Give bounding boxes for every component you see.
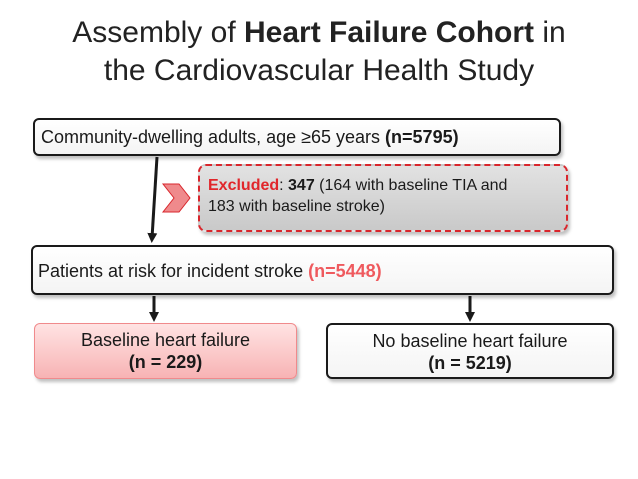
excluded-count: 347 bbox=[288, 177, 315, 194]
excluded-label: Excluded bbox=[208, 177, 280, 194]
at-risk-count: (n=5448) bbox=[308, 261, 382, 281]
no-baseline-hf-count: (n = 5219) bbox=[428, 353, 512, 373]
baseline-hf-count: (n = 229) bbox=[128, 352, 203, 372]
baseline-hf-label: Baseline heart failure bbox=[80, 330, 251, 350]
baseline-hf-box bbox=[34, 323, 297, 379]
main-flow-arrow bbox=[152, 157, 157, 238]
community-adults-box bbox=[33, 118, 561, 156]
exclusion-chevron-icon bbox=[163, 184, 190, 212]
excluded-box bbox=[198, 164, 568, 232]
excluded-detail-line1: (164 with baseline TIA and bbox=[314, 177, 508, 194]
title-prefix: Assembly of bbox=[72, 16, 244, 49]
no-baseline-hf-box bbox=[326, 323, 614, 379]
at-risk-label: Patients at risk for incident stroke bbox=[38, 261, 309, 281]
title-line2: the Cardiovascular Health Study bbox=[103, 54, 535, 87]
title-bold: Heart Failure Cohort bbox=[244, 16, 535, 49]
community-adults-count: (n=5795) bbox=[385, 127, 459, 147]
community-adults-label: Community-dwelling adults, age ≥65 years bbox=[41, 127, 386, 147]
no-baseline-hf-label: No baseline heart failure bbox=[372, 331, 568, 351]
title-suffix: in bbox=[534, 16, 566, 49]
excluded-detail-line2: 183 with baseline stroke) bbox=[208, 198, 385, 215]
at-risk-box bbox=[31, 245, 614, 295]
excluded-colon: : bbox=[279, 177, 289, 194]
